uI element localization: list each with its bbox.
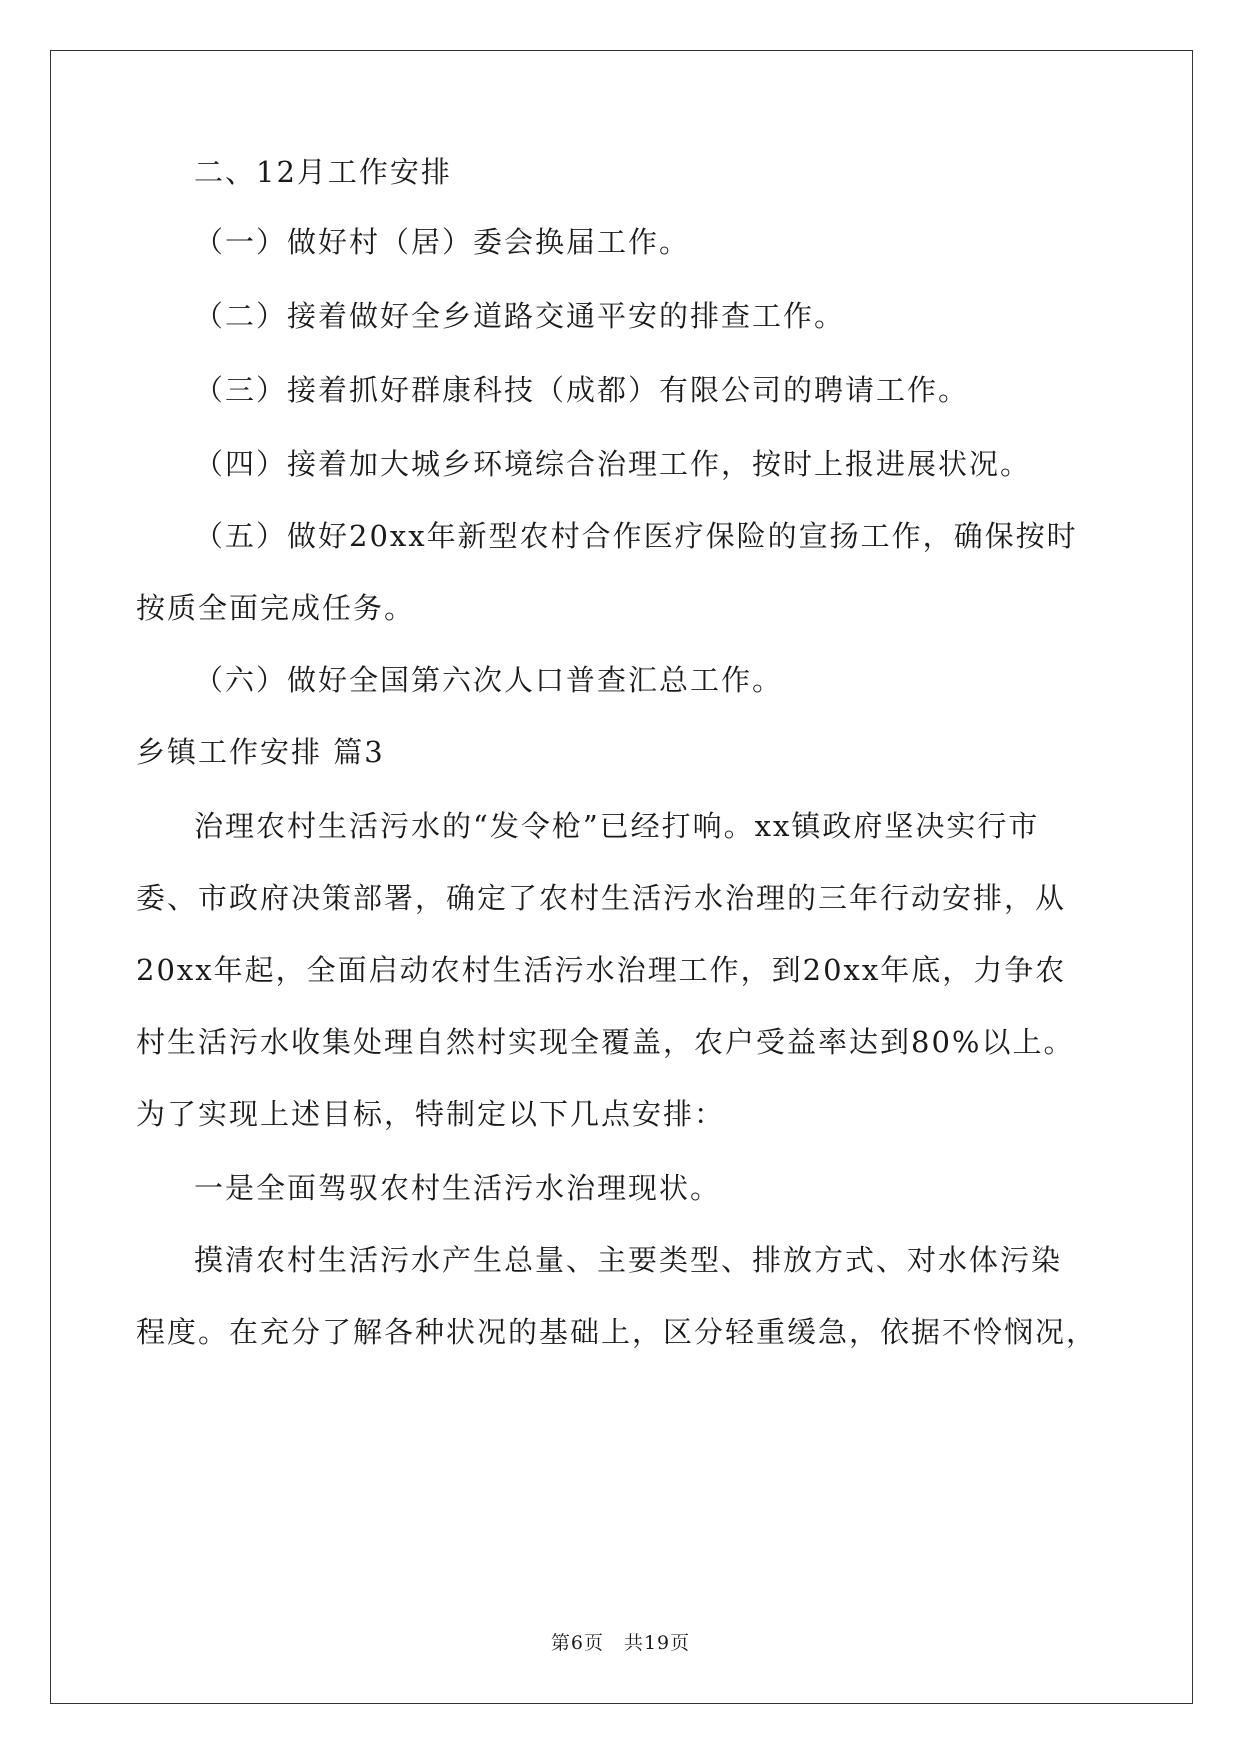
- article-heading: 乡镇工作安排 篇3: [136, 735, 385, 769]
- paragraph-line: 程度。在充分了解各种状况的基础上，区分轻重缓急，依据不怜悯况，: [136, 1315, 1098, 1349]
- paragraph-line: 摸清农村生活污水产生总量、主要类型、排放方式、对水体污染: [194, 1243, 1063, 1277]
- page-total: 共19页: [623, 1632, 691, 1654]
- paragraph-line: （三）接着抓好群康科技（成都）有限公司的聘请工作。: [194, 373, 970, 407]
- paragraph-line: 按质全面完成任务。: [136, 591, 416, 625]
- page-footer: [0, 1630, 1241, 1656]
- page-number: 第6页: [550, 1632, 604, 1654]
- paragraph-line: 为了实现上述目标，特制定以下几点安排：: [136, 1097, 726, 1131]
- paragraph-line: （五）做好20xx年新型农村合作医疗保险的宣扬工作，确保按时: [194, 519, 1078, 553]
- paragraph-line: （一）做好村（居）委会换届工作。: [194, 225, 691, 259]
- section-heading: 二、12月工作安排: [194, 155, 452, 189]
- paragraph-line: （二）接着做好全乡道路交通平安的排查工作。: [194, 299, 846, 333]
- paragraph-line: （四）接着加大城乡环境综合治理工作，按时上报进展状况。: [194, 447, 1032, 481]
- paragraph-line: 村生活污水收集处理自然村实现全覆盖，农户受益率达到80%以上。: [136, 1025, 1075, 1059]
- paragraph-line: 20xx年起，全面启动农村生活污水治理工作，到20xx年底，力争农: [136, 953, 1067, 987]
- paragraph-line: 治理农村生活污水的“发令枪”已经打响。xx镇政府坚决实行市: [194, 809, 1040, 843]
- paragraph-line: 一是全面驾驭农村生活污水治理现状。: [194, 1171, 722, 1205]
- paragraph-line: （六）做好全国第六次人口普查汇总工作。: [194, 663, 784, 697]
- paragraph-line: 委、市政府决策部署，确定了农村生活污水治理的三年行动安排，从: [136, 881, 1067, 915]
